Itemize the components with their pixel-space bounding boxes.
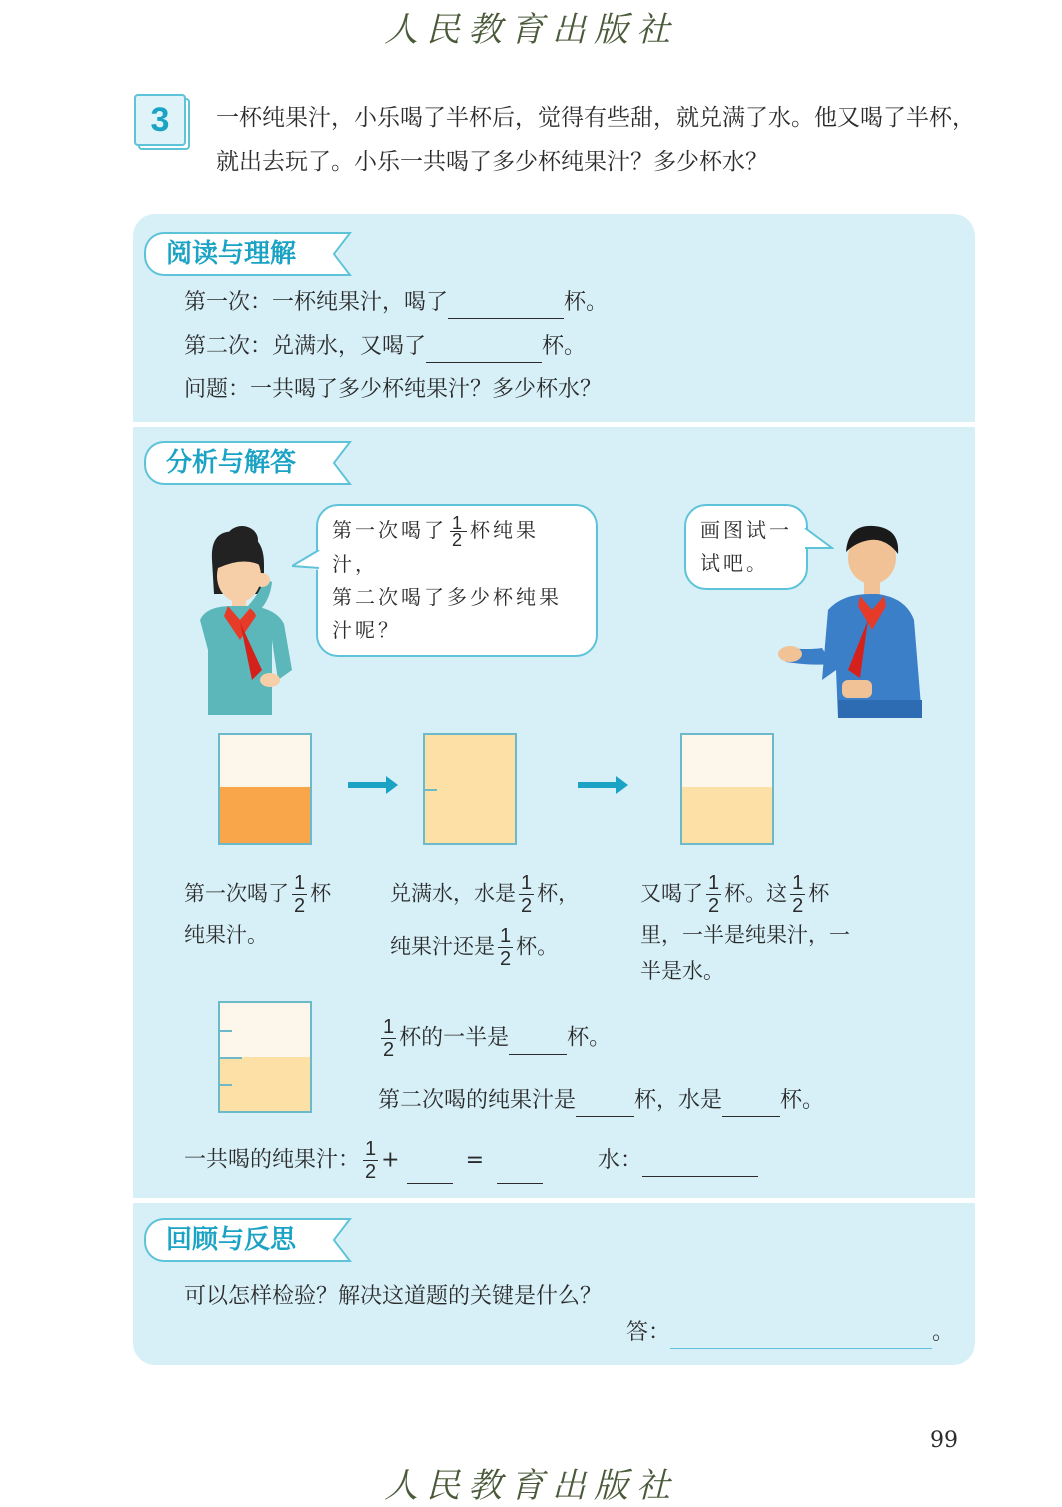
blank-6[interactable] [407,1139,453,1184]
reading-line-3: 问题：一共喝了多少杯纯果汁？多少杯水？ [184,377,603,402]
question-second-drink: 第二次喝的纯果汁是 杯，水是 杯。 [378,1086,824,1117]
cup-4-quartered [218,1001,312,1113]
reading-section-title: 阅读与理解 [144,232,330,276]
total-juice-line: 一共喝的纯果汁： $\frac{1}{2}$ + = [184,1138,543,1184]
boy-speech-bubble: 画图试一 试吧。 [684,504,808,590]
bubble-tail-icon [292,550,320,572]
blank-1[interactable] [448,288,564,319]
problem-number: 3 [134,94,186,146]
total-water-line: 水： [598,1146,758,1177]
question-half-of-half: $\frac{1}{2}$ 杯的一半是 杯。 [383,1016,612,1061]
publisher-logo-bottom: 人民教育出版社 [384,1466,678,1506]
review-section-title: 回顾与反思 [144,1218,330,1262]
problem-number-badge [134,94,184,146]
tag-notch-icon [318,232,354,276]
page-number: 99 [930,1428,958,1453]
cup-3-half-diluted [680,733,774,845]
problem-text: 一杯纯果汁，小乐喝了半杯后，觉得有些甜，就兑满了水。他又喝了半杯，就出去玩了。小乐一共喝了多少杯纯果汁？多少杯水？ [216,105,975,175]
blank-4[interactable] [576,1086,634,1117]
reading-line-2: 第二次：兑满水，又喝了 杯。 [184,332,586,363]
review-question: 可以怎样检验？解决这道题的关键是什么？ [184,1284,603,1309]
blank-8[interactable] [642,1146,758,1177]
caption-cup-3: 又喝了 $\frac{1}{2}$ 杯。这 $\frac{1}{2}$ 杯 里，一半是纯果汁，一 半是水。 [640,872,850,983]
blank-7[interactable] [497,1139,543,1184]
cup-1-juice-half [218,733,312,845]
blank-2[interactable] [426,332,542,363]
girl-speech-bubble: 第一次喝了 $\frac{1}{2}$ 杯纯果汁， 第二次喝了多少杯纯果 汁呢？ [316,504,598,657]
boy-illustration [778,520,928,718]
tag-notch-icon [318,441,354,485]
blank-5[interactable] [722,1086,780,1117]
arrow-right-icon [348,782,388,788]
publisher-logo-top: 人民教育出版社 [384,10,678,50]
analysis-section-title: 分析与解答 [144,441,330,485]
blank-3[interactable] [509,1024,567,1055]
girl-illustration [192,520,307,715]
caption-cup-2: 兑满水，水是 $\frac{1}{2}$ 杯， 纯果汁还是 $\frac{1}{2}$ 杯。 [390,872,580,970]
answer-blank[interactable] [670,1318,932,1349]
review-answer-line: 答： 。 [626,1318,954,1349]
tag-notch-icon [318,1218,354,1262]
cup-2-filled [423,733,517,845]
caption-cup-1: 第一次喝了 $\frac{1}{2}$ 杯 纯果汁。 [184,872,332,947]
reading-line-1: 第一次：一杯纯果汁，喝了 杯。 [184,288,608,319]
arrow-right-icon [578,782,618,788]
